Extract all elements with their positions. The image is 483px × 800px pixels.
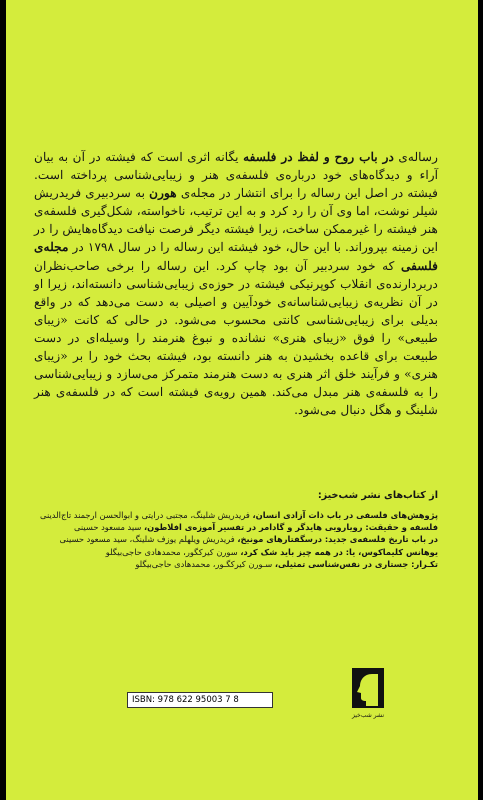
list-item-title: تکـرار: جستاری در نفس‌شناسی تمثیلی،	[274, 558, 438, 569]
publisher-logo-caption: نشر شب‌خیز	[352, 712, 384, 719]
list-item-title: در باب تاریخ فلسفه‌ی جدید: درسگفتارهای مونیخ،	[237, 534, 438, 545]
list-item-title: پژوهش‌های فلسفی در باب ذات آزادی انسان،	[252, 510, 438, 520]
list-item	[34, 521, 438, 533]
list-item-authors: سورن کیرکگور، محمدهادی حاجی‌بیگلو	[105, 546, 241, 557]
blurb-part-2: یگانه اثری است که فیشته در آن به بیان آراء و دیدگاه‌های خود درباره‌ی فلسفه‌ی هنر و زیبایی‌شناسی پرداخته است. فیشته در اصل این رساله را برای انتشار در مجله‌ی	[34, 150, 438, 201]
blurb-part-1: رساله‌ی	[393, 150, 438, 164]
list-item-authors: فریدریش شلینگ، مجتبی درایتی و ابوالحسن ارجمند تاج‌الدینی	[40, 510, 253, 520]
journal-name-horen: هورن	[149, 186, 177, 201]
list-item-authors: فریدریش ویلهلم یوزف شلینگ، سید مسعود حسینی	[59, 534, 238, 545]
publisher-list-title: از کتاب‌های نشر شب‌خیز:	[317, 490, 438, 501]
blurb-part-4: که خود سردبیر آن بود چاپ کرد. این رساله را برخی صاحب‌نظران دربردارنده‌ی انقلاب کوپرنیکی فیشته در حوزه‌ی زیبایی‌شناسی دانسته‌اند، زیرا او در آن نظریه‌ی زیبایی‌شناسانه‌ی خودآیین و اصیلی به دست می‌دهد که در واقع بدیلی برای زیبایی‌شناسی کانتی محسوب می‌شود. در حالی که کانت «زیبای طبیعی» را فوق «زیبای هنری» نشانده و نبوغ هنرمند را وسیله‌ای در دست طبیعت برای قاعده بخشیدن به هنر دانسته بود، فیشته بحث خود را بر «زیبای هنری» و فرآیند خلق اثر هنری به دست هنرمند متمرکز می‌سازد و زیبایی‌شناسی را به فلسفه‌ی هنر مبدل می‌کند. همین رویه‌ی فیشته است که در فلسفه‌ی هنر شلینگ و هگل دنبال می‌شود.	[34, 258, 438, 418]
list-item	[34, 533, 438, 545]
list-item	[34, 509, 438, 521]
list-item-authors: سید مسعود حسینی	[74, 522, 145, 533]
list-item-title: یوهانس کلیماکوس، یا: در همه چیز باید شک کرد،	[240, 546, 438, 557]
isbn-label: ISBN: 978 622 95003 7 8	[127, 692, 273, 708]
blurb-part-3: به سردبیری فریدریش شیلر نوشت، اما وی آن را رد کرد و به این ترتیب، ناخواسته، شکل‌گیری فلسفه‌ی هنر فیشته را غیرممکن ساخت، زیرا فیشته دیگر فرصت نیافت دیدگاه‌هایش را در این زمینه بپروراند. با این حال، خود فیشته این رساله را در سال ۱۷۹۸ در	[34, 186, 439, 255]
blurb-text	[34, 148, 438, 419]
journal-name-philosophical: مجله‌ی فلسفی	[34, 240, 438, 273]
list-item	[34, 546, 438, 558]
book-title: در باب روح و لفظ در فلسفه	[243, 150, 394, 164]
publisher-book-list	[34, 490, 438, 570]
list-item-authors: سـورن کیرکگـور، محمدهادی حاجی‌بیگلو	[135, 558, 275, 569]
list-item-title: فلسفه و حقیقت: رویارویی هایدگر و گادامر در تفسیر آموزه‌ی افلاطون،	[144, 522, 438, 533]
list-item	[34, 558, 438, 570]
head-profile-icon	[352, 668, 384, 708]
book-back-cover	[6, 0, 478, 800]
